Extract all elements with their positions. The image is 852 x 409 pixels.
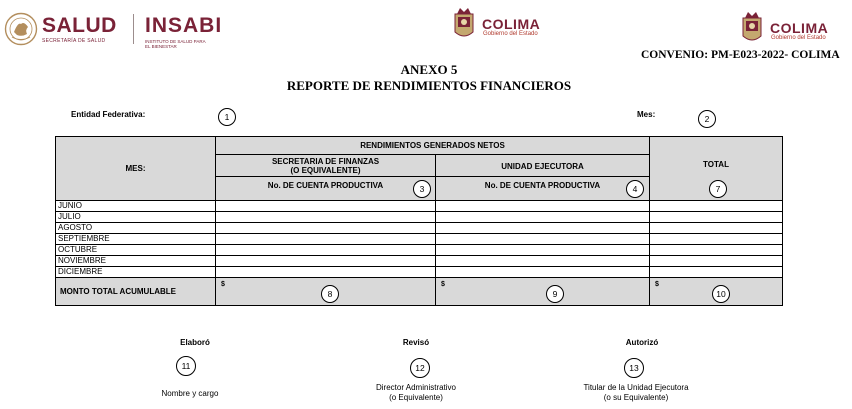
marker-10: 10 bbox=[712, 285, 730, 303]
rendimientos-header: RENDIMIENTOS GENERADOS NETOS bbox=[360, 141, 505, 150]
unidad-header-cell bbox=[435, 154, 650, 177]
month-row-label: JULIO bbox=[58, 212, 81, 221]
cuenta-productiva-label-2: No. DE CUENTA PRODUCTIVA bbox=[484, 181, 601, 190]
total-header: TOTAL bbox=[703, 160, 729, 169]
insabi-subtitle bbox=[145, 39, 206, 49]
financial-returns-table bbox=[55, 136, 783, 306]
monto-unidad-cell bbox=[435, 277, 650, 306]
cuenta-1-header-cell bbox=[215, 176, 436, 201]
row-divider bbox=[55, 222, 783, 223]
row-divider bbox=[55, 266, 783, 267]
reviso-role-line1: Director Administrativo bbox=[375, 383, 457, 392]
autorizo-role-line2: (o su Equivalente) bbox=[603, 393, 669, 402]
colima-logo-center bbox=[452, 6, 550, 46]
currency-symbol: $ bbox=[441, 281, 445, 288]
monto-total-label-cell bbox=[55, 277, 216, 306]
marker-7: 7 bbox=[709, 180, 727, 198]
entidad-federativa-label: Entidad Federativa: bbox=[71, 110, 146, 119]
column-divider bbox=[435, 200, 436, 278]
monto-total-label: MONTO TOTAL ACUMULABLE bbox=[60, 287, 176, 296]
header-divider bbox=[133, 14, 134, 44]
insabi-subtitle-line2: EL BIENESTAR bbox=[145, 44, 177, 49]
marker-2: 2 bbox=[698, 110, 716, 128]
month-row-label: AGOSTO bbox=[58, 223, 93, 232]
month-row-label: JUNIO bbox=[58, 201, 82, 210]
colima-crest-icon bbox=[740, 10, 764, 46]
marker-8: 8 bbox=[321, 285, 339, 303]
row-divider bbox=[55, 255, 783, 256]
marker-3: 3 bbox=[413, 180, 431, 198]
cuenta-2-header-cell bbox=[435, 176, 650, 201]
insabi-wordmark: INSABI bbox=[145, 14, 223, 37]
marker-4: 4 bbox=[626, 180, 644, 198]
marker-9: 9 bbox=[546, 285, 564, 303]
convenio-number: CONVENIO: PM-E023-2022- COLIMA bbox=[641, 49, 840, 61]
cuenta-productiva-label-1: No. DE CUENTA PRODUCTIVA bbox=[267, 181, 384, 190]
unidad-ejecutora-header: UNIDAD EJECUTORA bbox=[501, 162, 584, 171]
month-row-label: OCTUBRE bbox=[58, 245, 98, 254]
marker-13: 13 bbox=[624, 358, 644, 378]
colima-crest-icon bbox=[452, 6, 476, 42]
mexico-seal-icon bbox=[4, 12, 38, 46]
currency-symbol: $ bbox=[655, 281, 659, 288]
elaboro-role: Nombre y cargo bbox=[161, 389, 219, 398]
mes-header: MES: bbox=[125, 164, 146, 173]
colima-logo-right bbox=[740, 10, 838, 50]
currency-symbol: $ bbox=[221, 281, 225, 288]
elaboro-title: Elaboró bbox=[180, 338, 210, 347]
secretaria-header-line2: (O EQUIVALENTE) bbox=[290, 166, 361, 175]
secretaria-header-cell bbox=[215, 154, 436, 177]
autorizo-role-line1: Titular de la Unidad Ejecutora bbox=[583, 383, 689, 392]
mes-header-cell bbox=[55, 136, 216, 201]
mes-label: Mes: bbox=[637, 110, 656, 119]
salud-logo bbox=[4, 10, 132, 50]
month-row-label: DICIEMBRE bbox=[58, 267, 103, 276]
report-title: REPORTE DE RENDIMIENTOS FINANCIEROS bbox=[286, 78, 572, 93]
insabi-subtitle-line1: INSTITUTO DE SALUD PARA bbox=[145, 39, 206, 44]
autorizo-title: Autorizó bbox=[625, 338, 659, 347]
salud-subtitle: SECRETARÍA DE SALUD bbox=[42, 38, 106, 44]
colima-wordmark: COLIMA bbox=[770, 20, 829, 36]
annex-heading: ANEXO 5 bbox=[400, 62, 458, 77]
colima-subtitle: Gobierno del Estado bbox=[771, 35, 826, 41]
month-row-label: SEPTIEMBRE bbox=[58, 234, 110, 243]
marker-12: 12 bbox=[410, 358, 430, 378]
colima-wordmark: COLIMA bbox=[482, 16, 541, 32]
row-divider bbox=[55, 244, 783, 245]
marker-1: 1 bbox=[218, 108, 236, 126]
salud-wordmark: SALUD bbox=[42, 14, 117, 37]
column-divider bbox=[215, 200, 216, 278]
reviso-title: Revisó bbox=[402, 338, 430, 347]
rendimientos-header-cell bbox=[215, 136, 650, 155]
colima-subtitle: Gobierno del Estado bbox=[483, 31, 538, 37]
marker-11: 11 bbox=[176, 356, 196, 376]
row-divider bbox=[55, 233, 783, 234]
reviso-role-line2: (o Equivalente) bbox=[389, 393, 443, 402]
row-divider bbox=[55, 211, 783, 212]
secretaria-header-line1: SECRETARIA DE FINANZAS bbox=[271, 157, 380, 166]
month-row-label: NOVIEMBRE bbox=[58, 256, 107, 265]
column-divider bbox=[649, 200, 650, 278]
insabi-logo bbox=[145, 10, 235, 50]
